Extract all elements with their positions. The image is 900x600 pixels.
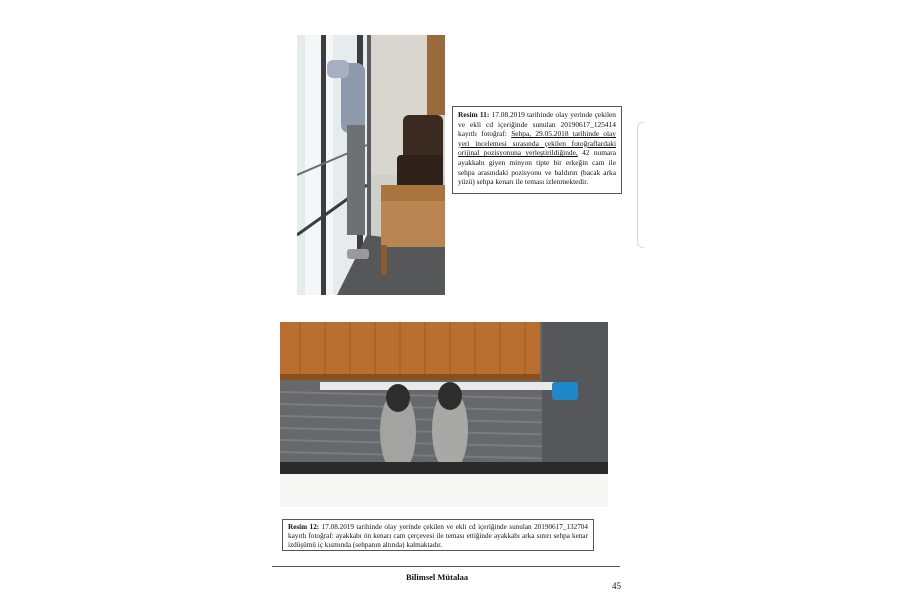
caption-11-underlined: Sehpa, 29.05.2018 tarihinde olay yeri incelemesi sırasında çekilen fotoğraflardaki orijinal pozisyonuna yerleştirildiğinde, [458,129,617,158]
photo-resim-11 [297,35,445,295]
caption-resim-11 [452,106,622,194]
caption-11-label: Resim 11: [458,110,490,119]
caption-resim-12 [282,519,594,551]
photo-12-image [280,322,608,507]
caption-11-text-a: 17.08.2019 tarihinde olay yerinde çekilen ve ekli cd içeriğinde sunulan 20190617_125414 kayıtlı fotoğraf: [458,110,616,139]
photo-11-image [297,35,445,295]
footer-title: Bilimsel Mütalaa [406,572,469,582]
caption-12-label: Resim 12: [288,523,320,531]
footer-divider [272,566,620,567]
photo-resim-12 [280,322,608,507]
viewer-side-tab[interactable] [637,122,644,248]
caption-12-text: 17.08.2019 tarihinde olay yerinde çekilen ve ekli cd içeriğinde sunulan 20190617_132704 kayıtlı fotoğraf: ayakkabı ön kenarı cam çerçevesi ile teması ettiğinde ayakkabı arka sınırı sehpa kenar izdüşümü iç kısmında (sehpanın altında) kalmaktadır. [288,523,588,550]
caption-11-text-b: 42 numara ayakkabı giyen minyon tipte bir erkeğin cam ile sehpa arasındaki pozisyonu ve baldırın (bacak arka yüzü) sehpa kenarı ile teması izlenmektedir. [458,148,616,187]
page-number: 45 [612,581,621,591]
